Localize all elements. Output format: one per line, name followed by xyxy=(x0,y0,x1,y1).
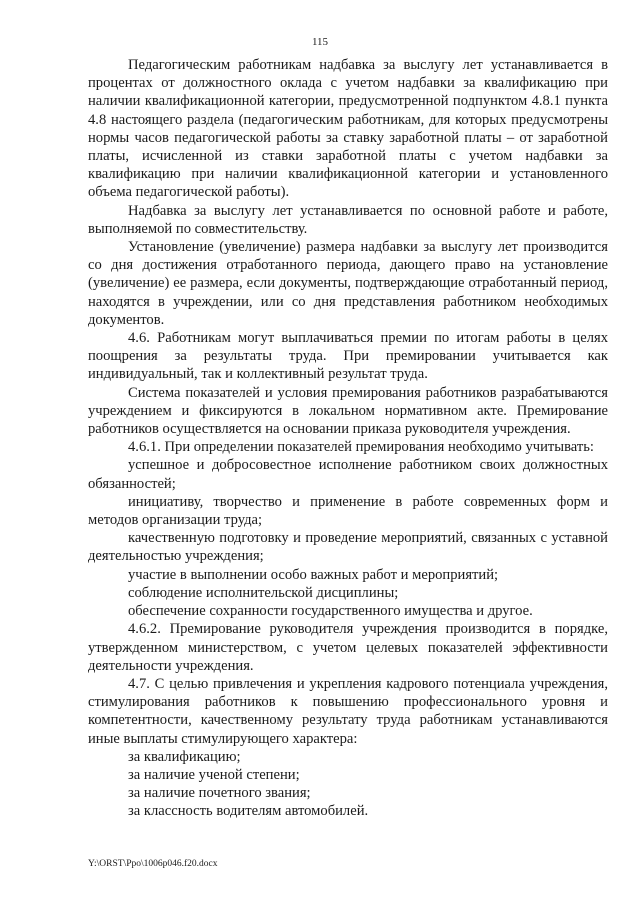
paragraph: качественную подготовку и проведение мероприятий, связанных с уставной деятельностью учреждения; xyxy=(88,530,608,565)
paragraph: Педагогическим работникам надбавка за выслугу лет устанавливается в процентах от должностного оклада с учетом надбавки за квалификацию при наличии квалификационной категории, предусмотренной подпунктом 4.8.1 пункта 4.8 настоящего раздела (педагогическим работникам, для которых предусмотрены нормы часов педагогической работы за ставку заработной платы – от заработной платы, исчисленной из ставки заработной платы с учетом надбавки за квалификацию при наличии квалификационной категории и установленного объема педагогической работы). xyxy=(88,57,608,201)
paragraph: соблюдение исполнительской дисциплины; xyxy=(128,584,399,601)
list-item: за классность водителям автомобилей. xyxy=(128,803,369,820)
list-item: за наличие почетного звания; xyxy=(128,785,311,802)
paragraph: инициативу, творчество и применение в работе современных форм и методов организации труда; xyxy=(88,493,608,529)
paragraph: Надбавка за выслугу лет устанавливается по основной работе и работе, выполняемой по совместительству. xyxy=(88,202,608,237)
paragraph: участие в выполнении особо важных работ и мероприятий; xyxy=(128,566,499,583)
footer-file-path: Y:\ORST\Ppo\1006p046.f20.docx xyxy=(88,859,218,869)
list-item: за квалификацию; xyxy=(128,748,241,765)
paragraph: 4.6.1. При определении показателей премирования необходимо учитывать: xyxy=(128,439,594,456)
paragraph: обеспечение сохранности государственного имущества и другое. xyxy=(128,603,533,620)
list-item: за наличие ученой степени; xyxy=(128,766,300,783)
paragraph: 4.6. Работникам могут выплачиваться премии по итогам работы в целях поощрения за результаты труда. При премировании учитывается как индивидуальный, так и коллективный результат труда. xyxy=(88,330,608,383)
paragraph: успешное и добросовестное исполнение работником своих должностных обязанностей; xyxy=(88,457,608,492)
page-number: 115 xyxy=(311,36,329,48)
paragraph: Система показателей и условия премирования работников разрабатываются учреждением и фиксируются в локальном нормативном акте. Премирование работников осуществляется на основании приказа руководителя учреждения. xyxy=(88,384,608,438)
paragraph: 4.7. С целью привлечения и укрепления кадрового потенциала учреждения, стимулирования работников к повышению профессионального уровня и компетентности, качественному результату труда работникам устанавливаются иные выплаты стимулирующего характера: xyxy=(88,675,608,747)
document-body xyxy=(88,56,608,821)
paragraph: Установление (увеличение) размера надбавки за выслугу лет производится со дня достижения отработанного периода, дающего право на установление (увеличение) ее размера, если документы, подтверждающие отработанный период, находятся в учреждении, или со дня представления работником необходимых документов. xyxy=(88,239,608,328)
paragraph: 4.6.2. Премирование руководителя учреждения производится в порядке, утвержденном министерством, с учетом целевых показателей эффективности деятельности учреждения. xyxy=(88,621,608,674)
